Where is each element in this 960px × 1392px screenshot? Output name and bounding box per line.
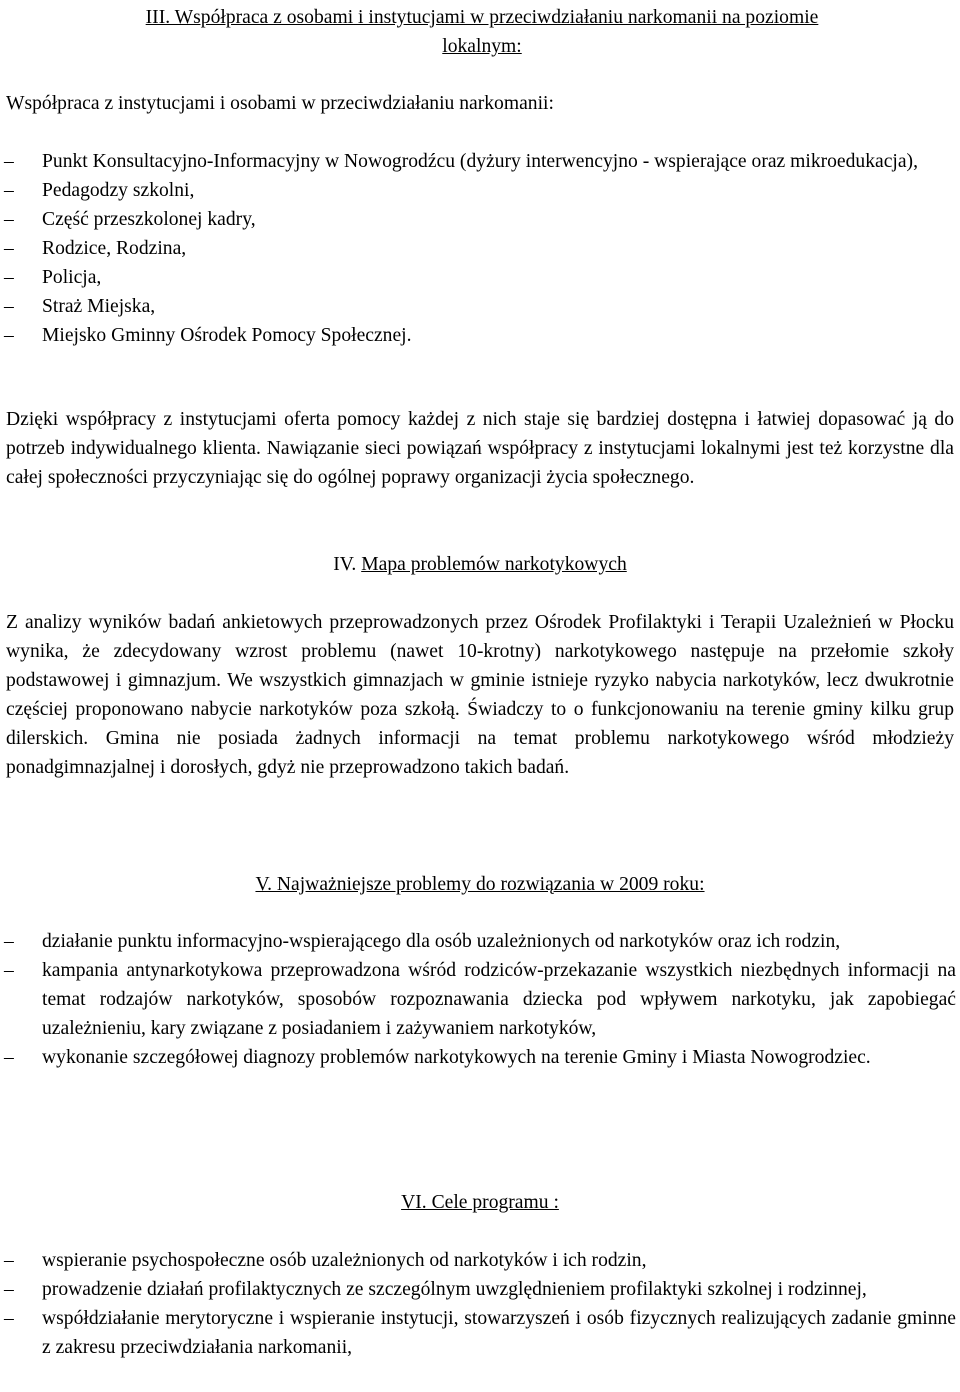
list-item: – Pedagodzy szkolni, [0,176,956,205]
section-5-title: V. Najważniejsze problemy do rozwiązania w 2009 roku: [255,874,705,895]
section-3-intro: Współpraca z instytucjami i osobami w przeciwdziałaniu narkomanii: [6,93,554,114]
list-item: – kampania antynarkotykowa przeprowadzona wśród rodziców-przekazanie wszystkich niezbędnych informacji na temat rodzajów narkotyków, sposobów rozpoznawania dziecka pod wpływem narkotyku, jak zapobiegać uzależnieniu, kary związane z posiadaniem i zażywaniem narkotyków, [0,956,956,1043]
section-6-heading [0,1188,960,1217]
section-3-title-line-2: lokalnym: [442,36,522,57]
goals-list [0,1246,956,1362]
section-6-title: VI. Cele programu : [401,1192,559,1213]
list-item: – Straż Miejska, [0,292,956,321]
problems-list [0,927,956,1072]
list-item: – wykonanie szczegółowej diagnozy problemów narkotykowych na terenie Gminy i Miasta Nowogrodziec. [0,1043,956,1072]
cooperation-list [0,147,956,350]
section-3-title-line-1: III. Współpraca z osobami i instytucjami w przeciwdziałaniu narkomanii na poziomie [145,7,819,28]
list-item: – Policja, [0,263,956,292]
list-item: – Część przeszkolonej kadry, [0,205,956,234]
section-4-paragraph: Z analizy wyników badań ankietowych przeprowadzonych przez Ośrodek Profilaktyki i Terapii Uzależnień w Płocku wynika, że zdecydowany wzrost problemu (nawet 10-krotny) narkotykowego następuje na przełomie szkoły podstawowej i gimnazjum. We wszystkich gimnazjach w gminie istnieje ryzyko nabycia narkotyków, lecz dwukrotnie częściej proponowano nabycie narkotyków poza szkołą. Świadczy to o funkcjonowaniu na terenie gminy kilku grup dilerskich. Gmina nie posiada żadnych informacji na temat problemu narkotykowego wśród młodzieży ponadgimnazjalnej i dorosłych, gdyż nie przeprowadzono takich badań. [6,612,954,778]
section-3-heading [26,3,938,61]
list-item: – Punkt Konsultacyjno-Informacyjny w Nowogrodźcu (dyżury interwencyjno - wspierające oraz mikroedukacja), [0,147,956,176]
list-item: – Miejsko Gminny Ośrodek Pomocy Społecznej. [0,321,956,350]
list-item: – wspieranie psychospołeczne osób uzależnionych od narkotyków i ich rodzin, [0,1246,956,1275]
list-item: – współdziałanie merytoryczne i wspieranie instytucji, stowarzyszeń i osób fizycznych realizujących zadanie gminne z zakresu przeciwdziałania narkomanii, [0,1304,956,1362]
list-item: – działanie punktu informacyjno-wspierającego dla osób uzależnionych od narkotyków oraz ich rodzin, [0,927,956,956]
section-3-paragraph: Dzięki współpracy z instytucjami oferta pomocy każdej z nich staje się bardziej dostępna i łatwiej dopasować ją do potrzeb indywidualnego klienta. Nawiązanie sieci powiązań współpracy z instytucjami lokalnymi jest też korzystne dla całej społeczności przyczyniając się do ogólnej poprawy organizacji życia społecznego. [6,409,954,488]
section-4-title: Mapa problemów narkotykowych [361,554,627,575]
section-4-number: IV. [333,554,357,575]
list-item: – Rodzice, Rodzina, [0,234,956,263]
section-4-heading [0,550,960,579]
section-5-heading [0,870,960,899]
list-item: – prowadzenie działań profilaktycznych ze szczególnym uwzględnieniem profilaktyki szkolnej i rodzinnej, [0,1275,956,1304]
